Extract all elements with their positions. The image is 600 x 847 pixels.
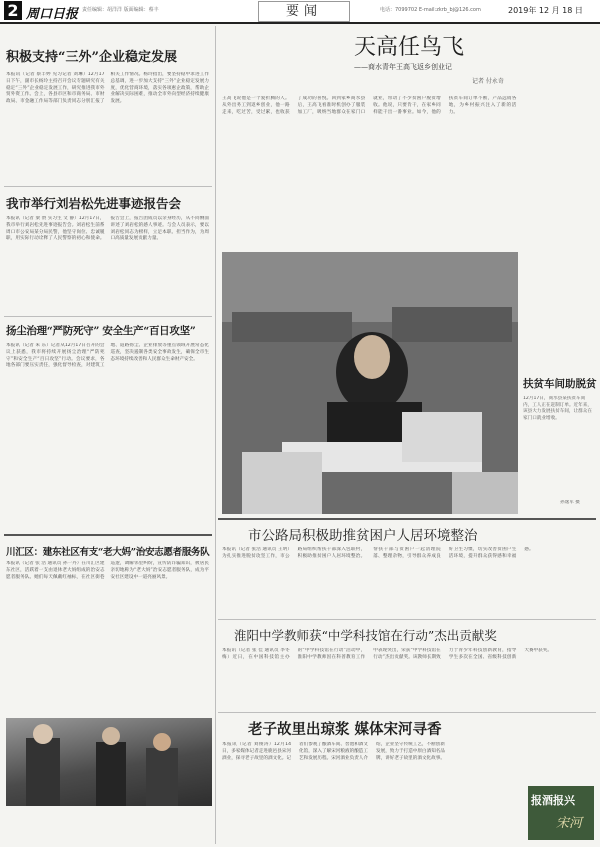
divider <box>218 518 596 520</box>
feature-body: 王高飞说他是一个爱折腾的人。从外出务工到返乡创业，他一路走来，吃过苦，受过累，也收获了成功的喜悦。回到家乡商水县后，王高飞看准时机创办了服装加工厂，吸纳当地群众在家门口就业，带动了不少贫困户脱贫增收。他说，只要肯干，在家乡同样能干出一番事业。如今，他的扶贫车间订单不断，产品远销各地，为乡村振兴注入了新的活力。 <box>222 96 517 115</box>
issue-date: 2019年 12 月 18 日 <box>508 6 583 15</box>
editors-line: 责任编辑：胡洋洋 版面编辑：蔡丰 <box>82 7 159 13</box>
photo-caption-a4 <box>6 808 212 842</box>
photo-caption: 12月17日，商水县某扶贫车间内，工人正在赶制订单。近年来，该县大力发展扶贫车间，让群众在家门口就业增收。 <box>523 396 592 421</box>
masthead-rule <box>0 22 600 24</box>
article-a1-body: 本报讯（记者 蔡丰婷 见习记者 刘琳）12月17日下午，副市长杨玲主持召开会议专题研究有关稳定“三外”企业稳定发展工作，研究推进我市外贸外资工作。会上，各县市区和市商务局、市财政局、市金融工作局等部门负责同志分别汇报了相关工作情况。杨玲指出，要坚持稳中求进工作总基调，进一步加大支持“三外”企业稳定发展力度，优化营商环境，落实各项惠企政策，帮助企业解决实际困难，推动全市外向型经济持续健康发展。 <box>6 72 209 105</box>
article-a6-body: 本报讯（记者 张 佳 通讯员 李冬梅）近日，在中国科技馆主办的“中学科技馆在行动”活动中，淮阳中学教师因在科普教育工作中表现突出，荣获“中学科技馆在行动”杰出贡献奖。该教师长期致力于青少年科技创新教育，指导学生多次在全国、省级科技创新大赛中获奖。 <box>222 648 552 660</box>
feature-photo <box>222 252 518 514</box>
photo-credit: 孙逸军 摄 <box>560 500 580 505</box>
headline-a7: 老子故里出琼浆 媒体宋河寻香 <box>248 721 442 738</box>
paper-name: 周口日报 <box>26 7 79 22</box>
feature-subtitle: ——商水青年王高飞返乡创业记 <box>354 63 452 71</box>
section-title: 要闻 <box>258 1 350 22</box>
column-divider <box>215 26 216 844</box>
contact-line: 电话：7099702 E-mail:zkrb_bj@126.com <box>380 7 481 13</box>
police-photo-figures <box>6 718 212 806</box>
feature-byline: 记者 付永奇 <box>472 78 504 85</box>
divider <box>218 712 596 713</box>
promo-logo-text: 报酒报兴 <box>531 794 575 807</box>
photo-label: 扶贫车间助脱贫 <box>523 378 597 390</box>
article-a5-body: 本报讯（记者 张浩 通讯员 王明）为扎实推进脱贫攻坚工作，市公路局组织帮扶干部深入包联村，积极助推贫困户人居环境整治。帮扶干部与贫困户一起清理院落、整理杂物，引导群众养成良好卫生习惯，切实改善贫困户生活环境，提升群众获得感和幸福感。 <box>222 547 534 559</box>
article-a7-body: 本报讯（记者 刘俊涛）12月14日，多家媒体记者走进鹿邑县宋河酒业，探寻老子故里的酒文化。记者们参观了酿酒车间、窖池和酒文化馆，深入了解宋河粮液的酿造工艺和发展历程。宋河酒业负责人介绍，企业坚守传统工艺，不断创新发展，致力于打造中原白酒知名品牌，讲好老子故里的酒文化故事。 <box>222 742 445 761</box>
headline-a5: 市公路局积极助推贫困户人居环境整治 <box>248 528 478 544</box>
article-a4-body: 本报讯（记者 张 浩 通讯员 孙一丹）在川汇区建东社区，活跃着一支由退休老大妈组成的治安志愿者服务队。她们每天佩戴红袖标，在社区街巷巡逻，调解邻里纠纷，宣传防诈骗知识，被居民亲切地称为“老大妈”治安志愿者服务队，成为平安社区建设中一道亮丽风景。 <box>6 561 209 580</box>
feature-headline: 天高任鸟飞 <box>354 35 465 60</box>
promo-logo-sub: 宋河 <box>556 816 583 831</box>
headline-a6: 淮阳中学教师获“中学科技馆在行动”杰出贡献奖 <box>234 628 497 643</box>
headline-a2: 我市举行刘岩松先进事迹报告会 <box>6 196 182 211</box>
divider <box>218 619 596 620</box>
page-number: 2 <box>4 1 22 20</box>
divider <box>4 534 212 536</box>
headline-a3: 扬尘治理“严防死守” 安全生产“百日攻坚” <box>6 325 196 337</box>
headline-a4: 川汇区：建东社区有支“老大妈”治安志愿者服务队 <box>6 547 210 558</box>
police-photo <box>6 718 212 806</box>
feature-photo-scene <box>222 252 518 514</box>
divider <box>4 186 212 187</box>
divider <box>4 316 212 317</box>
headline-a1: 积极支持“三外”企业稳定发展 <box>6 50 177 65</box>
article-a3-body: 本报讯（记者 朱 东）记者从12月17日召开的会议上获悉，我市将持续开展扬尘治理“严防死守”和安全生产“百日攻坚”行动。会议要求，各地各部门要压实责任，强化督导检查，对建筑工地、道路扬尘、企业排放等重点领域开展常态化巡查，坚决遏制各类安全事故发生，确保全市生态环境持续改善和人民群众生命财产安全。 <box>6 343 209 369</box>
article-a2-body: 本报讯（记者 梁 赞 实习生 文 静）12月17日，我市举行刘岩松先进事迹报告会。刘岩松生前系周口市公安局某分局民警，他坚守岗位、忠诚履职，用实际行动诠释了人民警察的初心和使命。报告会上，报告团成员以亲身经历，从不同侧面讲述了刘岩松的感人事迹。与会人员表示，要以刘岩松同志为榜样，立足本职、担当作为，为周口高质量发展贡献力量。 <box>6 216 209 242</box>
